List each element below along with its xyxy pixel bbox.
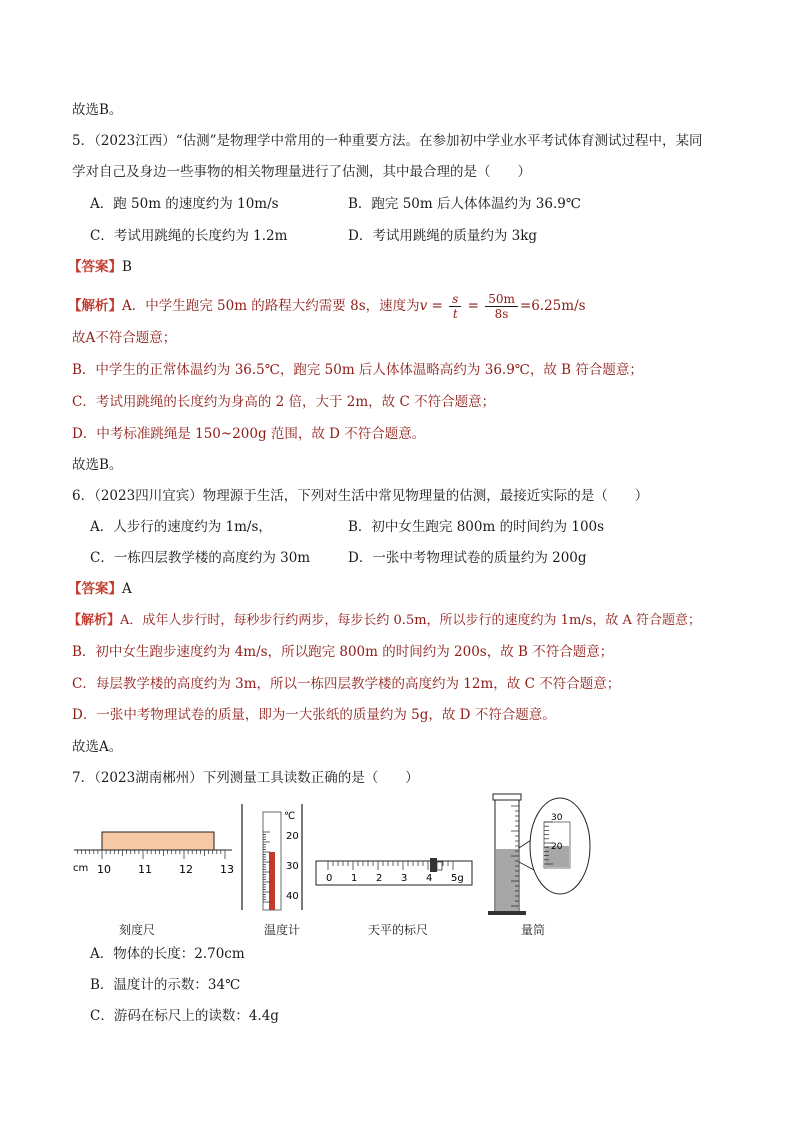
q5-analysis-3: B．中学生的正常体温约为 36.5℃，跑完 50m 后人体体温略高约为 36.9℃，故 B 符合题意； bbox=[72, 362, 643, 378]
q5-answer-value: B bbox=[122, 259, 132, 275]
q6-analysis-3: C．每层教学楼的高度约为 3m，所以一栋四层教学楼的高度约为 12m，故 C 不符合题意； bbox=[72, 676, 621, 692]
balance-tick-0: 0 bbox=[326, 873, 333, 884]
cylinder-caption: 量筒 bbox=[521, 923, 546, 937]
q6-analysis-2: B．初中女生跑步速度约为 4m/s，所以跑完 800m 的时间约为 200s，故 B 不符合题意； bbox=[72, 644, 614, 660]
q5-option-a: A．跑 50m 的速度约为 10m/s bbox=[90, 196, 279, 212]
ruler-caption: 刻度尺 bbox=[119, 923, 156, 937]
ruler-unit: cm bbox=[73, 863, 89, 874]
q5-option-d: D．考试用跳绳的质量约为 3kg bbox=[348, 228, 538, 244]
q6-option-c: C．一栋四层教学楼的高度约为 30m bbox=[90, 550, 311, 566]
q6-answer-value: A bbox=[122, 581, 132, 597]
ruler-tick-12: 12 bbox=[179, 863, 193, 876]
q5-analysis-1 bbox=[68, 292, 586, 321]
q5-analysis-1-text: A．中学生跑完 50m 的路程大约需要 8s，速度为 bbox=[122, 298, 420, 314]
thermometer-unit: ℃ bbox=[284, 811, 296, 822]
q7-option-a: A．物体的长度：2.70cm bbox=[90, 946, 245, 962]
q6-option-a: A．人步行的速度约为 1m/s， bbox=[90, 519, 272, 535]
fraction-s-over-t bbox=[449, 292, 461, 321]
q6-analysis-1 bbox=[68, 612, 701, 630]
q6-conclusion: 故选A。 bbox=[72, 739, 123, 755]
ruler-diagram bbox=[73, 832, 234, 876]
q6-option-b: B．初中女生跑完 800m 的时间约为 100s bbox=[348, 519, 605, 535]
question-7-stem: 7．（2023湖南郴州）下列测量工具读数正确的是（ ） bbox=[72, 770, 419, 786]
thermo-tick-20: 20 bbox=[286, 831, 299, 842]
thermo-tick-40: 40 bbox=[286, 891, 299, 902]
answer-tag: 【答案】 bbox=[68, 259, 122, 275]
q7-option-c: C．游码在标尺上的读数：4.4g bbox=[90, 1008, 279, 1024]
question-5-stem: 5．（2023江西）“估测”是物理学中常用的一种重要方法。在参加初中学业水平考试体育测试过程中，某同 bbox=[72, 133, 703, 149]
q5-analysis-5: D．中考标准跳绳是 150~200g 范围，故 D 不符合题意。 bbox=[72, 426, 426, 442]
velocity-symbol: v bbox=[419, 298, 428, 314]
question-6-stem: 6．（2023四川宜宾）物理源于生活，下列对生活中常见物理量的估测，最接近实际的是（ ） bbox=[72, 488, 649, 504]
fraction-denominator-2: 8s bbox=[494, 307, 509, 321]
q5-analysis-2: 故A不符合题意； bbox=[72, 330, 177, 346]
q7-option-b: B．温度计的示数：34℃ bbox=[90, 977, 241, 993]
q5-analysis-4: C．考试用跳绳的长度约为身高的 2 倍，大于 2m，故 C 不符合题意； bbox=[72, 394, 496, 410]
fraction-denominator: t bbox=[452, 307, 458, 321]
analysis-tag: 【解析】 bbox=[68, 613, 121, 628]
balance-scale-diagram bbox=[316, 858, 472, 885]
balance-tick-4: 4 bbox=[426, 873, 433, 884]
ruler-tick-10: 10 bbox=[97, 863, 111, 876]
cylinder-tick-20: 20 bbox=[551, 842, 563, 852]
balance-tick-1: 1 bbox=[351, 873, 358, 884]
q6-analysis-1-text: A．成年人步行时，每秒步行约两步，每步长约 0.5m，所以步行的速度约为 1m/s，故 A 符合题意； bbox=[120, 613, 701, 628]
fraction-50m-over-8s bbox=[485, 292, 518, 321]
thermo-tick-30: 30 bbox=[286, 861, 299, 872]
fraction-numerator: s bbox=[449, 292, 461, 307]
q5-answer bbox=[68, 258, 132, 276]
equals-sign: = bbox=[427, 298, 448, 314]
measuring-tools-figure bbox=[60, 792, 600, 922]
balance-tick-3: 3 bbox=[401, 873, 408, 884]
q6-analysis-4: D．一张中考物理试卷的质量，即为一大张纸的质量约为 5g，故 D 不符合题意。 bbox=[72, 707, 556, 723]
balance-caption: 天平的标尺 bbox=[368, 923, 429, 937]
conclusion-line: 故选B。 bbox=[72, 102, 123, 118]
graduated-cylinder-diagram bbox=[488, 794, 590, 915]
ruler-tick-11: 11 bbox=[138, 863, 152, 876]
q5-option-b: B．跑完 50m 后人体体温约为 36.9℃ bbox=[348, 196, 581, 212]
q5-option-c: C．考试用跳绳的长度约为 1.2m bbox=[90, 228, 288, 244]
equals-sign-2: = bbox=[463, 298, 484, 314]
thermometer-caption: 温度计 bbox=[264, 923, 301, 937]
q6-option-d: D．一张中考物理试卷的质量约为 200g bbox=[348, 550, 587, 566]
ruler-tick-13: 13 bbox=[220, 863, 234, 876]
fraction-numerator-2: 50m bbox=[485, 292, 518, 307]
balance-tick-5g: 5g bbox=[451, 873, 464, 884]
q6-answer bbox=[68, 580, 132, 598]
analysis-tag: 【解析】 bbox=[68, 298, 122, 314]
thermometer-diagram bbox=[242, 804, 302, 910]
balance-tick-2: 2 bbox=[376, 873, 383, 884]
q5-conclusion: 故选B。 bbox=[72, 457, 123, 473]
question-5-stem-cont: 学对自己及身边一些事物的相关物理量进行了估测，其中最合理的是（ ） bbox=[72, 164, 531, 180]
answer-tag: 【答案】 bbox=[68, 581, 122, 597]
velocity-result: =6.25m/s bbox=[519, 298, 586, 314]
cylinder-tick-30: 30 bbox=[551, 813, 563, 823]
